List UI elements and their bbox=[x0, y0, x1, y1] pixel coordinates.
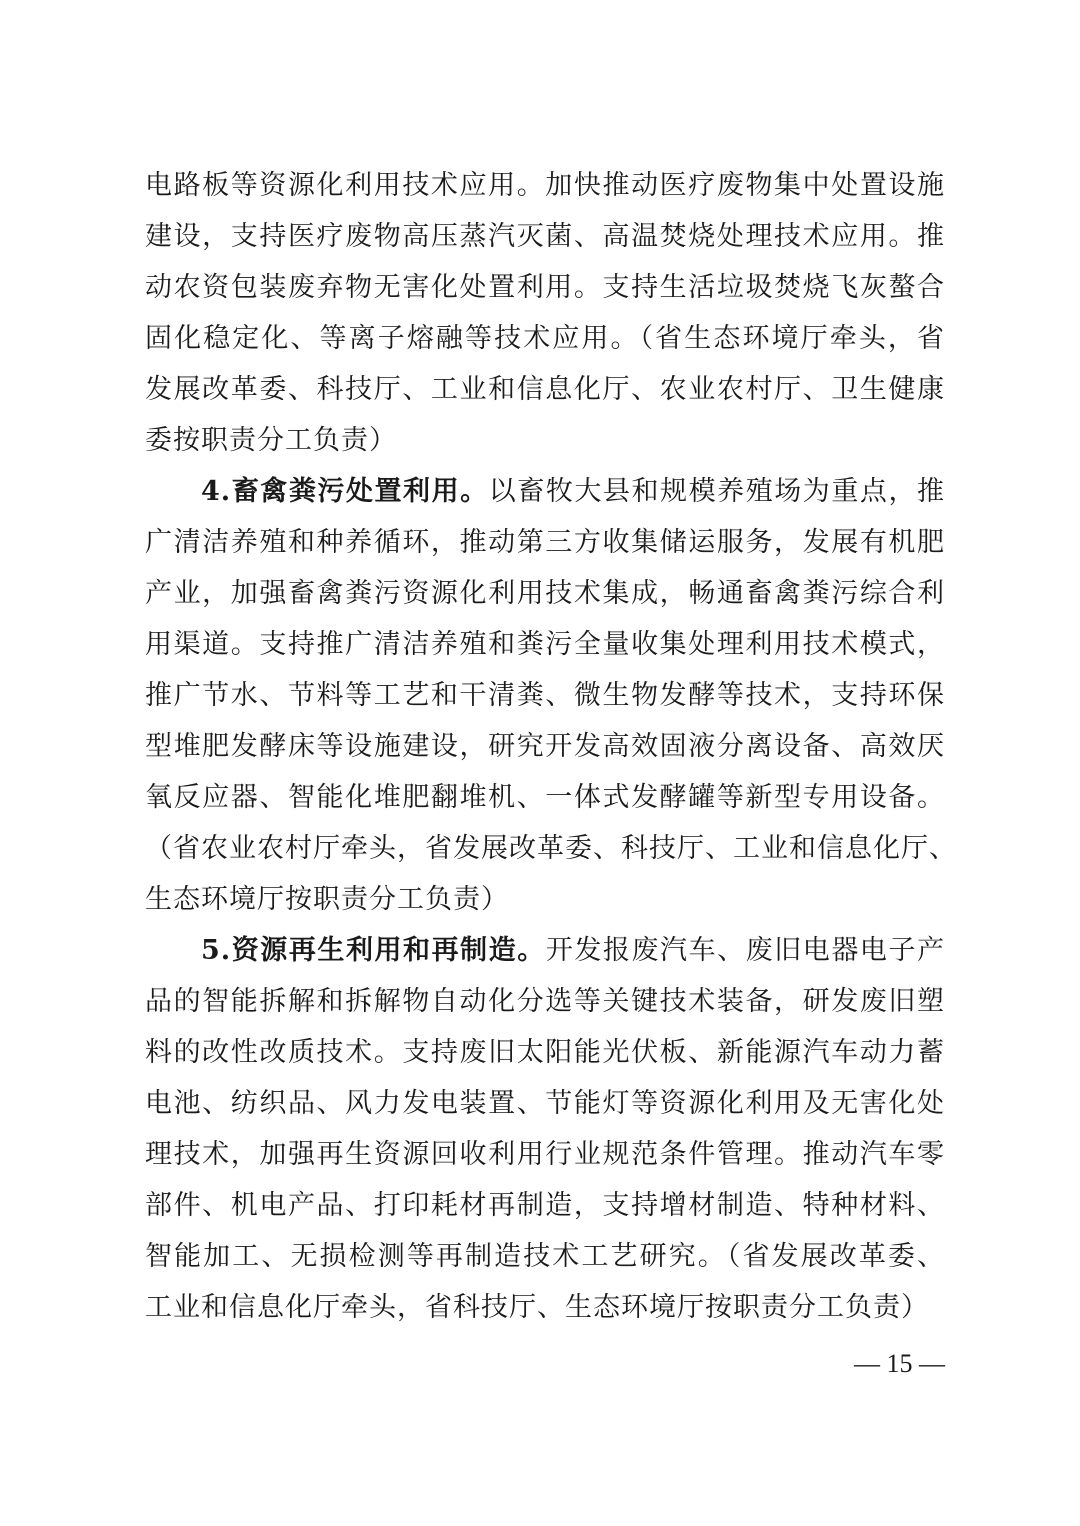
item-heading: 5.资源再生利用和再制造。 bbox=[201, 935, 546, 966]
line-text: 用渠道。支持推广清洁养殖和粪污全量收集处理利用技术模式， bbox=[145, 629, 945, 660]
line-text: 型堆肥发酵床等设施建设，研究开发高效固液分离设备、高效厌 bbox=[145, 731, 945, 762]
line-text: 推广节水、节料等工艺和干清粪、微生物发酵等技术，支持环保 bbox=[145, 680, 945, 711]
text-line bbox=[145, 1231, 945, 1282]
text-line bbox=[145, 1180, 945, 1231]
line-text: 委按职责分工负责） bbox=[145, 425, 397, 456]
text-line bbox=[145, 364, 945, 415]
line-text: 电路板等资源化利用技术应用。加快推动医疗废物集中处置设施 bbox=[145, 170, 945, 201]
text-line bbox=[145, 619, 945, 670]
line-text: 智能加工、无损检测等再制造技术工艺研究。（省发展改革委、 bbox=[145, 1241, 945, 1272]
line-text: 理技术，加强再生资源回收利用行业规范条件管理。推动汽车零 bbox=[145, 1139, 945, 1170]
line-text: 动农资包装废弃物无害化处置利用。支持生活垃圾焚烧飞灰螯合 bbox=[145, 272, 945, 303]
line-text: 产业，加强畜禽粪污资源化利用技术集成，畅通畜禽粪污综合利 bbox=[145, 578, 945, 609]
text-line bbox=[145, 925, 945, 976]
text-line bbox=[145, 568, 945, 619]
line-text: 部件、机电产品、打印耗材再制造，支持增材制造、特种材料、 bbox=[145, 1190, 945, 1221]
line-text: 生态环境厅按职责分工负责） bbox=[145, 884, 509, 915]
text-line bbox=[145, 1027, 945, 1078]
page-number: — 15 — bbox=[854, 1349, 945, 1378]
body-text bbox=[145, 160, 957, 1333]
text-line bbox=[145, 466, 945, 517]
line-text: 工业和信息化厅牵头，省科技厅、生态环境厅按职责分工负责） bbox=[145, 1292, 929, 1323]
text-line bbox=[145, 211, 945, 262]
text-line bbox=[145, 874, 945, 925]
line-text: 广清洁养殖和种养循环，推动第三方收集储运服务，发展有机肥 bbox=[145, 527, 945, 558]
text-line bbox=[145, 670, 945, 721]
text-line bbox=[145, 1282, 945, 1333]
text-line bbox=[145, 1129, 945, 1180]
text-line bbox=[145, 517, 945, 568]
text-line bbox=[145, 160, 945, 211]
text-line bbox=[145, 772, 945, 823]
text-line bbox=[145, 313, 945, 364]
line-text: 料的改性改质技术。支持废旧太阳能光伏板、新能源汽车动力蓄 bbox=[145, 1037, 945, 1068]
line-text: 电池、纺织品、风力发电装置、节能灯等资源化利用及无害化处 bbox=[145, 1088, 945, 1119]
text-line bbox=[145, 415, 945, 466]
text-line bbox=[145, 976, 945, 1027]
line-text: 固化稳定化、等离子熔融等技术应用。（省生态环境厅牵头，省 bbox=[145, 323, 945, 354]
item-heading: 4.畜禽粪污处置利用。 bbox=[201, 476, 489, 507]
line-text: 发展改革委、科技厅、工业和信息化厅、农业农村厅、卫生健康 bbox=[145, 374, 945, 405]
line-text: 建设，支持医疗废物高压蒸汽灭菌、高温焚烧处理技术应用。推 bbox=[145, 221, 945, 252]
line-text: 品的智能拆解和拆解物自动化分选等关键技术装备，研发废旧塑 bbox=[145, 986, 945, 1017]
text-line bbox=[145, 262, 945, 313]
text-line bbox=[145, 823, 957, 874]
line-text: 开发报废汽车、废旧电器电子产 bbox=[545, 935, 946, 966]
line-text: 以畜牧大县和规模养殖场为重点，推 bbox=[488, 476, 946, 507]
text-line bbox=[145, 721, 945, 772]
line-text: 氧反应器、智能化堆肥翻堆机、一体式发酵罐等新型专用设备。 bbox=[145, 782, 945, 813]
line-text: （省农业农村厅牵头，省发展改革委、科技厅、工业和信息化厅、 bbox=[145, 833, 957, 864]
text-line bbox=[145, 1078, 945, 1129]
